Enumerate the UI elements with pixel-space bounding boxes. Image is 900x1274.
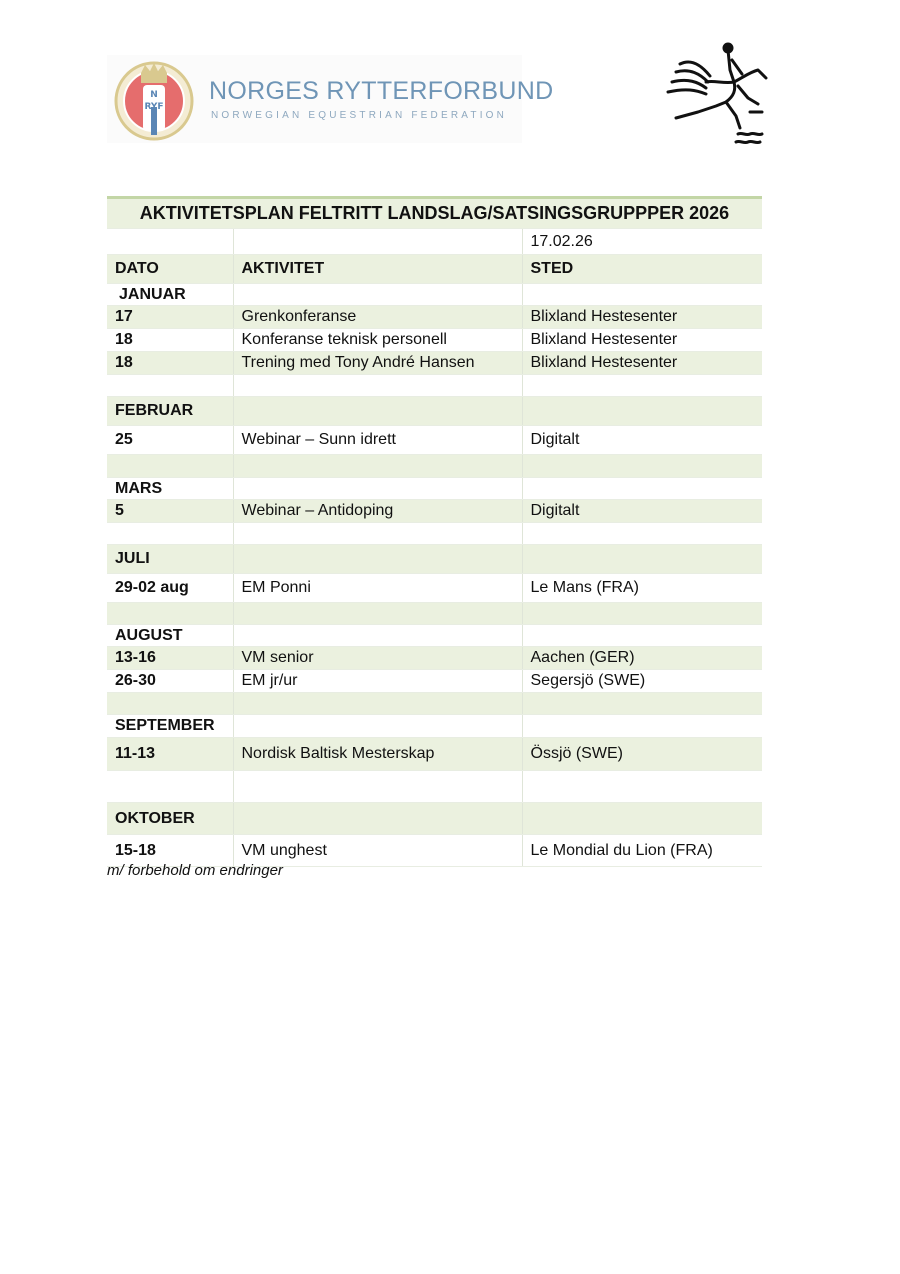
cell-aktivitet	[233, 545, 522, 574]
cell-dato: 26-30	[107, 670, 233, 693]
cell-dato: 18	[107, 329, 233, 352]
cell-aktivitet: VM unghest	[233, 835, 522, 867]
date-row-empty-2	[233, 229, 522, 255]
table-row	[107, 455, 762, 478]
cell-dato: 15-18	[107, 835, 233, 867]
cell-aktivitet	[233, 375, 522, 397]
table-row	[107, 545, 762, 574]
cell-sted: Blixland Hestesenter	[522, 306, 762, 329]
cell-sted: Le Mans (FRA)	[522, 574, 762, 603]
cell-aktivitet: Konferanse teknisk personell	[233, 329, 522, 352]
cell-dato	[107, 375, 233, 397]
table-row	[107, 771, 762, 803]
cell-sted: Össjö (SWE)	[522, 738, 762, 771]
cell-sted	[522, 693, 762, 715]
cell-sted: Blixland Hestesenter	[522, 329, 762, 352]
cell-dato: OKTOBER	[107, 803, 233, 835]
column-header-sted: STED	[522, 255, 762, 284]
cell-sted: Digitalt	[522, 426, 762, 455]
cell-aktivitet	[233, 523, 522, 545]
cell-aktivitet: EM Ponni	[233, 574, 522, 603]
table-row	[107, 738, 762, 771]
column-header-row	[107, 255, 762, 284]
table-row	[107, 306, 762, 329]
cell-dato	[107, 455, 233, 478]
cell-aktivitet	[233, 455, 522, 478]
cell-aktivitet	[233, 771, 522, 803]
table-row	[107, 625, 762, 647]
cell-dato: 17	[107, 306, 233, 329]
date-row	[107, 229, 762, 255]
cell-aktivitet	[233, 715, 522, 738]
cell-sted	[522, 603, 762, 625]
cell-sted	[522, 478, 762, 500]
cell-aktivitet: Trening med Tony André Hansen	[233, 352, 522, 375]
table-row	[107, 670, 762, 693]
cell-aktivitet	[233, 625, 522, 647]
table-title: AKTIVITETSPLAN FELTRITT LANDSLAG/SATSINGSGRUPPPER 2026	[107, 198, 762, 229]
table-row	[107, 478, 762, 500]
cell-sted: Digitalt	[522, 500, 762, 523]
seal-top-text: N	[150, 90, 158, 100]
cell-aktivitet	[233, 284, 522, 306]
org-name: NORGES RYTTERFORBUND	[209, 77, 554, 105]
table-row	[107, 715, 762, 738]
rytterforbund-seal-icon	[112, 57, 196, 141]
cell-aktivitet: Nordisk Baltisk Mesterskap	[233, 738, 522, 771]
cell-sted: Le Mondial du Lion (FRA)	[522, 835, 762, 867]
cell-sted	[522, 523, 762, 545]
table-row	[107, 500, 762, 523]
cell-aktivitet	[233, 478, 522, 500]
table-row	[107, 284, 762, 306]
cell-sted	[522, 375, 762, 397]
cell-dato: 29-02 aug	[107, 574, 233, 603]
cell-aktivitet	[233, 693, 522, 715]
federation-logo	[107, 55, 554, 143]
table-row	[107, 352, 762, 375]
page-header	[0, 0, 900, 160]
cell-dato: 13-16	[107, 647, 233, 670]
table-row	[107, 397, 762, 426]
table-row	[107, 329, 762, 352]
cell-sted	[522, 455, 762, 478]
column-header-aktivitet: AKTIVITET	[233, 255, 522, 284]
table-row	[107, 693, 762, 715]
cell-dato: JULI	[107, 545, 233, 574]
cell-sted	[522, 625, 762, 647]
table-row	[107, 523, 762, 545]
org-subtitle: NORWEGIAN EQUESTRIAN FEDERATION	[211, 110, 508, 121]
cell-sted: Aachen (GER)	[522, 647, 762, 670]
cell-sted	[522, 771, 762, 803]
cell-aktivitet: Webinar – Sunn idrett	[233, 426, 522, 455]
horse-rider-icon	[662, 42, 772, 146]
cell-dato: 5	[107, 500, 233, 523]
cell-aktivitet	[233, 397, 522, 426]
cell-dato: AUGUST	[107, 625, 233, 647]
cell-sted: Blixland Hestesenter	[522, 352, 762, 375]
cell-sted	[522, 397, 762, 426]
table-row	[107, 803, 762, 835]
cell-dato: SEPTEMBER	[107, 715, 233, 738]
cell-aktivitet: Grenkonferanse	[233, 306, 522, 329]
table-row	[107, 603, 762, 625]
cell-sted	[522, 803, 762, 835]
table-row	[107, 574, 762, 603]
cell-dato	[107, 771, 233, 803]
cell-sted	[522, 545, 762, 574]
footnote: m/ forbehold om endringer	[107, 862, 283, 879]
cell-dato	[107, 523, 233, 545]
cell-sted: Segersjö (SWE)	[522, 670, 762, 693]
cell-sted	[522, 284, 762, 306]
cell-dato: JANUAR	[107, 284, 233, 306]
column-header-dato: DATO	[107, 255, 233, 284]
cell-dato: 18	[107, 352, 233, 375]
cell-aktivitet: VM senior	[233, 647, 522, 670]
document-date: 17.02.26	[522, 229, 762, 255]
cell-aktivitet: Webinar – Antidoping	[233, 500, 522, 523]
cell-aktivitet: EM jr/ur	[233, 670, 522, 693]
table-row	[107, 426, 762, 455]
table-row	[107, 375, 762, 397]
cell-aktivitet	[233, 803, 522, 835]
seal-bottom-text: RYF	[144, 102, 164, 112]
cell-dato: 25	[107, 426, 233, 455]
cell-aktivitet	[233, 603, 522, 625]
date-row-empty-1	[107, 229, 233, 255]
cell-dato: 11-13	[107, 738, 233, 771]
cell-dato: MARS	[107, 478, 233, 500]
table-title-row	[107, 198, 762, 229]
cell-sted	[522, 715, 762, 738]
cell-dato: FEBRUAR	[107, 397, 233, 426]
cell-dato	[107, 693, 233, 715]
table-row	[107, 647, 762, 670]
activity-plan-table	[107, 196, 762, 867]
cell-dato	[107, 603, 233, 625]
